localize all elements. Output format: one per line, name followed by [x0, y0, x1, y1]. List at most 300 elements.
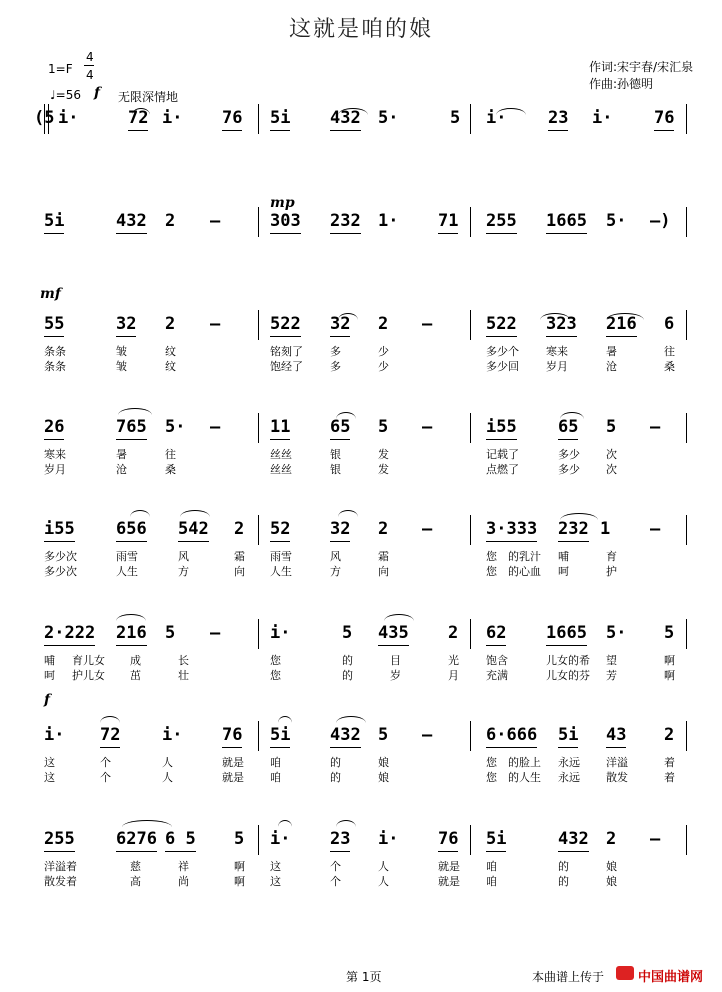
lyric-verse-2: 人 — [162, 771, 173, 784]
beam-underline — [546, 233, 587, 234]
lyric-verse-2: 岁 — [390, 669, 401, 682]
lyric-verse-1: 皱 — [116, 345, 127, 358]
note-group: — — [650, 519, 661, 539]
note-group: 2 — [378, 519, 389, 539]
lyric-verse-1: 啊 — [664, 654, 675, 667]
slur-mark — [336, 820, 356, 827]
lyric-verse-1: 多少次 — [44, 550, 77, 563]
note-group: i· — [58, 108, 79, 128]
note-group: 5i — [44, 211, 65, 231]
bar-line — [258, 413, 259, 443]
note-group: 5i — [558, 725, 579, 745]
note-group: i· — [270, 829, 291, 849]
note-group: 432 — [116, 211, 147, 231]
note-group: 656 — [116, 519, 147, 539]
note-group: 2·222 — [44, 623, 96, 643]
lyric-verse-2: 条条 — [44, 360, 66, 373]
bar-line — [686, 104, 687, 134]
note-group: 216 — [606, 314, 637, 334]
note-group: 2 — [664, 725, 675, 745]
lyric-verse-1: 咱 — [270, 756, 281, 769]
beam-underline — [486, 336, 517, 337]
lyric-verse-1: 雨雪 — [116, 550, 138, 563]
note-group: — — [650, 417, 661, 437]
upload-note: 本曲谱上传于 — [532, 970, 605, 984]
note-group: 1 — [600, 519, 611, 539]
note-group: 432 — [330, 108, 361, 128]
note-group: 43 — [606, 725, 627, 745]
beam-underline — [330, 130, 361, 131]
key-signature: 1=F — [48, 62, 73, 76]
note-group: 55 — [44, 314, 65, 334]
lyric-verse-2: 这 — [270, 875, 281, 888]
lyric-verse-1: 银 — [330, 448, 341, 461]
beam-underline — [44, 645, 95, 646]
bar-line — [470, 619, 471, 649]
lyric-verse-2: 多少次 — [44, 565, 77, 578]
note-group: 6·666 — [486, 725, 538, 745]
beam-underline — [546, 336, 577, 337]
bar-line — [258, 721, 259, 751]
note-group: 5 — [664, 623, 675, 643]
lyric-verse-2: 充满 — [486, 669, 508, 682]
lyric-verse-2: 您 — [486, 771, 497, 784]
beam-underline — [100, 747, 120, 748]
beam-underline — [486, 439, 517, 440]
beam-underline — [486, 233, 517, 234]
lyric-verse-2: 茁 — [130, 669, 141, 682]
note-group: 62 — [486, 623, 507, 643]
beam-underline — [486, 541, 537, 542]
lyric-verse-1: 洋溢 — [606, 756, 628, 769]
lyric-verse-1: 铭刻了 — [270, 345, 303, 358]
slur-mark — [560, 412, 584, 419]
slur-mark — [278, 716, 292, 723]
dynamic-marking: mf — [40, 286, 61, 302]
lyric-verse-2: 啊 — [664, 669, 675, 682]
lyric-verse-2: 多少回 — [486, 360, 519, 373]
bar-line — [686, 413, 687, 443]
lyric-verse-2: 您 — [270, 669, 281, 682]
lyric-verse-2: 儿女的芬 — [546, 669, 590, 682]
lyric-verse-1: 人 — [378, 860, 389, 873]
lyric-verse-1: 暑 — [116, 448, 127, 461]
slur-mark — [100, 716, 120, 723]
lyric-verse-1: 往 — [664, 345, 675, 358]
lyric-verse-1: 啊 — [234, 860, 245, 873]
slur-mark — [338, 510, 358, 517]
lyric-verse-1: 哺 — [558, 550, 569, 563]
note-group: 32 — [116, 314, 137, 334]
beam-underline — [330, 439, 350, 440]
lyric-verse-2: 人生 — [116, 565, 138, 578]
beam-underline — [165, 851, 196, 852]
lyric-verse-1: 风 — [330, 550, 341, 563]
beam-underline — [330, 541, 350, 542]
bar-line — [686, 310, 687, 340]
beam-underline — [116, 541, 147, 542]
bar-line — [258, 619, 259, 649]
note-group: 52 — [270, 519, 291, 539]
note-group: 1665 — [546, 211, 587, 231]
beam-underline — [558, 747, 578, 748]
lyric-verse-1: 寒来 — [44, 448, 66, 461]
note-group: 11 — [270, 417, 291, 437]
bar-line — [470, 413, 471, 443]
lyric-verse-2: 桑 — [664, 360, 675, 373]
lyric-verse-1: 哺 — [44, 654, 55, 667]
lyric-verse-1: 暑 — [606, 345, 617, 358]
lyric-verse-1: 寒来 — [546, 345, 568, 358]
lyric-verse-1: 这 — [44, 756, 55, 769]
bar-line — [258, 515, 259, 545]
lyric-verse-2: 人 — [378, 875, 389, 888]
lyric-verse-1: 风 — [178, 550, 189, 563]
lyric-verse-1: 光 — [448, 654, 459, 667]
lyric-verse-1: 祥 — [178, 860, 189, 873]
beam-underline — [654, 130, 674, 131]
note-group: 432 — [558, 829, 589, 849]
lyric-verse-2: 永远 — [558, 771, 580, 784]
note-group: i· — [44, 725, 65, 745]
beam-underline — [44, 541, 75, 542]
note-group: 1· — [378, 211, 399, 231]
note-group: 5 — [378, 417, 389, 437]
beam-underline — [116, 439, 147, 440]
time-signature-line — [84, 65, 94, 66]
note-group: 2 — [165, 211, 176, 231]
lyric-verse-1: 个 — [100, 756, 111, 769]
lyric-verse-2: 娘 — [606, 875, 617, 888]
note-group: 71 — [438, 211, 459, 231]
lyric-verse-2: 人生 — [270, 565, 292, 578]
lyric-verse-1: 霜 — [378, 550, 389, 563]
slur-mark — [130, 510, 150, 517]
lyric-verse-1: 您 — [270, 654, 281, 667]
bar-line — [258, 310, 259, 340]
lyric-verse-2: 向 — [378, 565, 389, 578]
note-group: —) — [650, 211, 671, 231]
lyric-verse-2: 丝丝 — [270, 463, 292, 476]
bar-line — [686, 207, 687, 237]
beam-underline — [116, 645, 147, 646]
lyric-verse-1: 的 — [558, 860, 569, 873]
lyric-verse-1: 往 — [165, 448, 176, 461]
lyric-verse-2: 芳 — [606, 669, 617, 682]
note-group: 76 — [438, 829, 459, 849]
beam-underline — [116, 233, 147, 234]
lyric-verse-2: 壮 — [178, 669, 189, 682]
lyric-verse-1: 目 — [390, 654, 401, 667]
bar-line — [686, 721, 687, 751]
note-group: 72 — [128, 108, 149, 128]
bar-line — [470, 515, 471, 545]
note-group: 76 — [222, 108, 243, 128]
lyric-verse-2: 岁月 — [44, 463, 66, 476]
note-group: 5i — [486, 829, 507, 849]
lyric-verse-1: 记载了 — [486, 448, 519, 461]
note-group: 6 5 — [165, 829, 196, 849]
tempo-marking: ♩=56 — [50, 88, 81, 102]
lyric-verse-1: 的脸上 — [508, 756, 541, 769]
bar-line — [470, 104, 471, 134]
lyric-verse-1: 多 — [330, 345, 341, 358]
lyric-verse-2: 的人生 — [508, 771, 541, 784]
note-group: 5 — [450, 108, 461, 128]
beam-underline — [606, 747, 626, 748]
note-group: i· — [162, 725, 183, 745]
slur-mark — [336, 716, 366, 723]
note-group: 5· — [378, 108, 399, 128]
lyric-verse-2: 尚 — [178, 875, 189, 888]
lyric-verse-2: 呵 — [44, 669, 55, 682]
lyric-verse-2: 就是 — [438, 875, 460, 888]
bar-line — [686, 825, 687, 855]
beam-underline — [178, 541, 209, 542]
note-group: i55 — [486, 417, 517, 437]
beam-underline — [270, 747, 290, 748]
beam-underline — [486, 747, 537, 748]
note-group: 5 — [378, 725, 389, 745]
note-group: i· — [270, 623, 291, 643]
lyric-verse-2: 个 — [100, 771, 111, 784]
slur-mark — [540, 313, 570, 320]
beam-underline — [548, 130, 568, 131]
slur-mark — [560, 513, 598, 520]
note-group: 2 — [165, 314, 176, 334]
lyric-verse-2: 着 — [664, 771, 675, 784]
lyric-verse-2: 这 — [44, 771, 55, 784]
slur-mark — [338, 108, 368, 115]
beam-underline — [270, 541, 290, 542]
note-group: 435 — [378, 623, 409, 643]
bar-line — [258, 207, 259, 237]
lyric-verse-1: 儿女的希 — [546, 654, 590, 667]
lyric-verse-1: 永远 — [558, 756, 580, 769]
note-group: — — [422, 519, 433, 539]
note-group: 32 — [330, 314, 351, 334]
beam-underline — [116, 851, 157, 852]
slur-mark — [116, 614, 146, 621]
time-signature-top: 4 — [86, 50, 94, 64]
beam-underline — [330, 233, 361, 234]
site-name: 中国曲谱网 — [638, 970, 704, 985]
lyric-verse-2: 方 — [330, 565, 341, 578]
beam-underline — [558, 541, 589, 542]
tempo-dynamic: f — [94, 85, 101, 101]
note-group: 5 — [165, 623, 176, 643]
note-group: 3·333 — [486, 519, 538, 539]
beam-underline — [116, 336, 136, 337]
beam-underline — [44, 336, 64, 337]
note-group: 323 — [546, 314, 577, 334]
lyric-verse-2: 的 — [330, 771, 341, 784]
note-group: 5i — [270, 725, 291, 745]
lyric-verse-1: 纹 — [165, 345, 176, 358]
bar-line — [470, 721, 471, 751]
note-group: 6 — [664, 314, 675, 334]
slur-mark — [180, 510, 210, 517]
lyric-verse-1: 丝丝 — [270, 448, 292, 461]
note-group: 5 — [234, 829, 245, 849]
note-group: 76 — [654, 108, 675, 128]
bar-line — [258, 825, 259, 855]
lyric-verse-1: 您 — [486, 550, 497, 563]
note-group: i· — [162, 108, 183, 128]
beam-underline — [270, 439, 290, 440]
note-group: 432 — [330, 725, 361, 745]
note-group: 2 — [234, 519, 245, 539]
lyric-verse-2: 个 — [330, 875, 341, 888]
note-group: 65 — [330, 417, 351, 437]
lyric-verse-2: 岁月 — [546, 360, 568, 373]
slur-mark — [338, 313, 358, 320]
lyric-verse-1: 霜 — [234, 550, 245, 563]
lyric-verse-1: 少 — [378, 345, 389, 358]
lyric-verse-1: 的 — [330, 756, 341, 769]
note-group: — — [422, 314, 433, 334]
lyric-verse-2: 您 — [486, 565, 497, 578]
bar-line — [258, 104, 259, 134]
lyric-verse-1: 娘 — [378, 756, 389, 769]
beam-underline — [270, 336, 301, 337]
lyric-verse-2: 高 — [130, 875, 141, 888]
note-group: 72 — [100, 725, 121, 745]
note-group: 542 — [178, 519, 209, 539]
beam-underline — [606, 336, 637, 337]
note-group: — — [650, 829, 661, 849]
lyric-verse-1: 的乳汁 — [508, 550, 541, 563]
note-group: (5 — [34, 108, 55, 128]
lyric-verse-2: 发 — [378, 463, 389, 476]
lyric-verse-1: 多少 — [558, 448, 580, 461]
beam-underline — [270, 130, 290, 131]
note-group: — — [210, 314, 221, 334]
beam-underline — [330, 851, 350, 852]
lyric-verse-1: 洋溢着 — [44, 860, 77, 873]
beam-underline — [44, 233, 64, 234]
lyric-verse-1: 人 — [162, 756, 173, 769]
bar-line — [470, 310, 471, 340]
beam-underline — [270, 233, 301, 234]
beam-underline — [486, 851, 506, 852]
lyric-verse-2: 沧 — [606, 360, 617, 373]
slur-mark — [118, 408, 152, 415]
beam-underline — [486, 645, 506, 646]
lyric-verse-1: 的 — [342, 654, 353, 667]
expression-marking: 无限深情地 — [118, 90, 179, 104]
lyric-verse-2: 护儿女 — [72, 669, 105, 682]
slur-mark — [384, 614, 414, 621]
note-group: 2 — [448, 623, 459, 643]
beam-underline — [44, 851, 75, 852]
lyric-verse-1: 咱 — [486, 860, 497, 873]
beam-underline — [558, 851, 589, 852]
slur-mark — [132, 108, 150, 115]
note-group: 32 — [330, 519, 351, 539]
note-group: i55 — [44, 519, 75, 539]
bar-line — [686, 619, 687, 649]
note-group: 232 — [330, 211, 361, 231]
note-group: — — [422, 725, 433, 745]
note-group: 23 — [330, 829, 351, 849]
note-group: 765 — [116, 417, 147, 437]
beam-underline — [546, 645, 587, 646]
lyric-verse-1: 发 — [378, 448, 389, 461]
time-signature-bottom: 4 — [86, 68, 94, 82]
lyric-verse-2: 咱 — [270, 771, 281, 784]
dynamic-marking: f — [44, 692, 51, 708]
note-group: 2 — [606, 829, 617, 849]
beam-underline — [438, 851, 458, 852]
beam-underline — [128, 130, 148, 131]
note-group: — — [210, 623, 221, 643]
site-logo-icon — [616, 966, 634, 980]
lyric-verse-1: 您 — [486, 756, 497, 769]
beam-underline — [378, 645, 409, 646]
note-group: — — [422, 417, 433, 437]
lyric-verse-2: 就是 — [222, 771, 244, 784]
note-group: 76 — [222, 725, 243, 745]
slur-mark — [122, 820, 172, 827]
lyric-verse-2: 银 — [330, 463, 341, 476]
lyric-verse-1: 饱含 — [486, 654, 508, 667]
note-group: 303 — [270, 211, 301, 231]
lyric-verse-2: 呵 — [558, 565, 569, 578]
lyric-verse-1: 就是 — [222, 756, 244, 769]
note-group: — — [210, 417, 221, 437]
lyric-verse-1: 长 — [178, 654, 189, 667]
lyric-verse-2: 散发 — [606, 771, 628, 784]
note-group: 65 — [558, 417, 579, 437]
lyric-verse-2: 向 — [234, 565, 245, 578]
note-group: 26 — [44, 417, 65, 437]
lyric-verse-2: 月 — [448, 669, 459, 682]
bar-line — [686, 515, 687, 545]
bar-line — [470, 825, 471, 855]
lyric-verse-2: 散发着 — [44, 875, 77, 888]
note-group: i· — [486, 108, 507, 128]
note-group: 522 — [486, 314, 517, 334]
lyric-verse-2: 皱 — [116, 360, 127, 373]
note-group: 2 — [378, 314, 389, 334]
lyric-verse-2: 沧 — [116, 463, 127, 476]
beam-underline — [222, 130, 242, 131]
lyric-verse-2: 的心血 — [508, 565, 541, 578]
lyric-verse-1: 成 — [130, 654, 141, 667]
note-group: 255 — [44, 829, 75, 849]
note-group: i· — [592, 108, 613, 128]
note-group: 6276 — [116, 829, 157, 849]
page-title: 这就是咱的娘 — [288, 17, 433, 42]
lyric-verse-2: 娘 — [378, 771, 389, 784]
slur-mark — [336, 412, 356, 419]
slur-mark — [606, 313, 644, 320]
composer-credit: 作曲:孙德明 — [589, 77, 654, 91]
note-group: 255 — [486, 211, 517, 231]
lyric-verse-2: 饱经了 — [270, 360, 303, 373]
page-number: 第 1页 — [346, 970, 382, 984]
note-group: 5· — [606, 211, 627, 231]
note-group: 5 — [342, 623, 353, 643]
lyric-verse-1: 这 — [270, 860, 281, 873]
lyric-verse-2: 少 — [378, 360, 389, 373]
lyric-verse-1: 个 — [330, 860, 341, 873]
lyric-verse-1: 次 — [606, 448, 617, 461]
lyric-verse-1: 育儿女 — [72, 654, 105, 667]
note-group: 232 — [558, 519, 589, 539]
lyric-verse-1: 多少个 — [486, 345, 519, 358]
